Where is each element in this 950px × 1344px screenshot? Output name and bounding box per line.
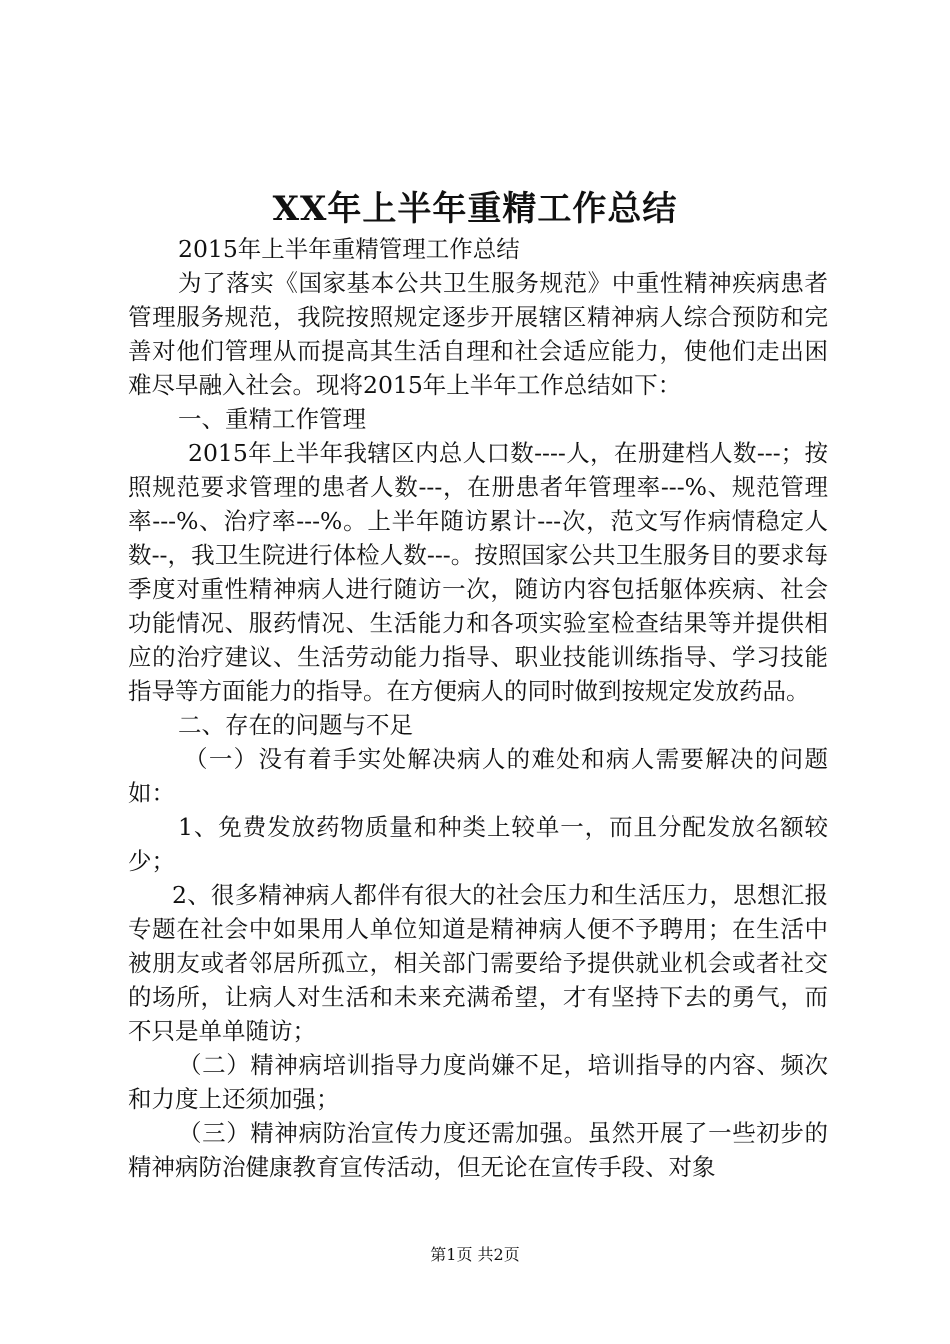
paragraph-issue-1-item-1: 1、免费发放药物质量和种类上较单一，而且分配发放名额较少；: [128, 813, 828, 875]
page-footer: 第1页 共2页: [430, 1245, 520, 1264]
paragraph-issue-1: （一）没有着手实处解决病人的难处和病人需要解决的问题如：: [128, 745, 828, 807]
paragraph-intro: 为了落实《国家基本公共卫生服务规范》中重性精神疾病患者管理服务规范，我院按照规定逐步开展辖区精神病人综合预防和完善对他们管理从而提高其生活自理和社会适应能力，使他们走出困难尽早融入社会。现将2015年上半年工作总结如下：: [128, 269, 828, 399]
document-body: [128, 232, 828, 1184]
paragraph-issue-1-item-2: 2、很多精神病人都伴有很大的社会压力和生活压力，思想汇报专题在社会中如果用人单位知道是精神病人便不予聘用；在生活中被朋友或者邻居所孤立，相关部门需要给予提供就业机会或者社交的场所，让病人对生活和未来充满希望，才有坚持下去的勇气，而不只是单单随访；: [128, 881, 828, 1045]
paragraph-section-1: 2015年上半年我辖区内总人口数----人，在册建档人数---；按照规范要求管理的患者人数---，在册患者年管理率---%、规范管理率---%、治疗率---%。上半年随访累计---次，范文写作病情稳定人数--，我卫生院进行体检人数---。按照国家公共卫生服务目的要求每季度对重性精神病人进行随访一次，随访内容包括躯体疾病、社会功能情况、服药情况、生活能力和各项实验室检查结果等并提供相应的治疗建议、生活劳动能力指导、职业技能训练指导、学习技能指导等方面能力的指导。在方便病人的同时做到按规定发放药品。: [128, 439, 828, 705]
heading-section-1: 一、重精工作管理: [178, 405, 366, 433]
paragraph-subtitle: 2015年上半年重精管理工作总结: [178, 235, 520, 263]
document-title: XX年上半年重精工作总结: [272, 189, 678, 229]
heading-section-2: 二、存在的问题与不足: [178, 711, 413, 739]
paragraph-issue-3: （三）精神病防治宣传力度还需加强。虽然开展了一些初步的精神病防治健康教育宣传活动，但无论在宣传手段、对象: [128, 1119, 828, 1181]
paragraph-issue-2: （二）精神病培训指导力度尚嫌不足，培训指导的内容、频次和力度上还须加强；: [128, 1051, 828, 1113]
